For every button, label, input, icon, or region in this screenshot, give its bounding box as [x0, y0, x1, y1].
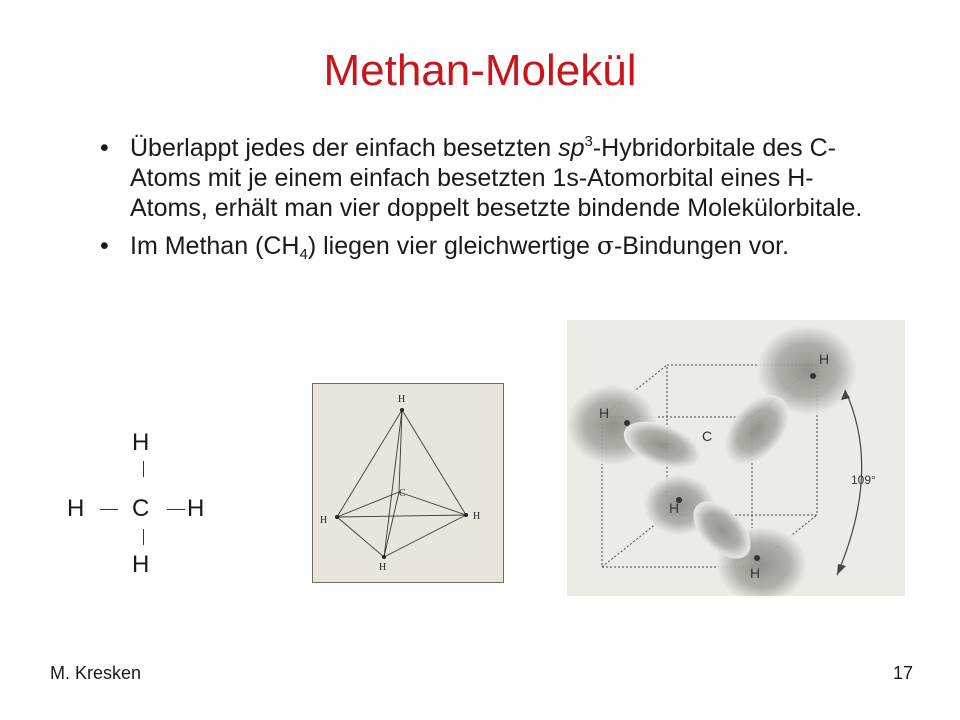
tetra-label-h-left: H	[320, 515, 328, 526]
bullet-item	[100, 133, 890, 223]
tetra-label-h-right: H	[473, 511, 481, 522]
bullet-text: -Hybridorbitale des C-Atoms mit je einem einfach besetzten 1s-Atomorbital eines H-Atoms, erhält man vier doppelt besetzte bindende Molekülorbitale.	[130, 134, 863, 222]
superscript: 3	[584, 133, 593, 150]
bond-bottom	[143, 529, 144, 545]
orbital-label-h-top-right: H	[819, 351, 830, 367]
tetra-label-h-top: H	[398, 394, 406, 405]
orbital-label-h-left: H	[599, 405, 610, 421]
tetra-label-c: C	[399, 488, 406, 499]
bond-top	[143, 461, 144, 477]
orbital-label-h-bottom-left: H	[669, 500, 680, 516]
sigma-symbol: σ	[596, 231, 614, 260]
arrow-head-icon	[837, 564, 846, 575]
atom-h-top: H	[132, 429, 150, 456]
orbital-label-c: C	[702, 428, 713, 444]
tetrahedron-drawing	[313, 384, 503, 582]
subscript: 4	[299, 246, 308, 263]
bullet-list	[100, 133, 890, 269]
bullet-text: -Bindungen vor.	[613, 232, 790, 260]
orbital-figure	[567, 320, 905, 596]
slide-title: Methan-Molekül	[323, 46, 637, 95]
lewis-structure	[55, 425, 235, 585]
atom-h-left: H	[67, 495, 85, 522]
page-number: 17	[892, 663, 913, 683]
atom-h-right: H	[187, 495, 205, 522]
tetrahedron-figure	[312, 383, 504, 583]
bullet-text: Im Methan (CH	[130, 232, 300, 260]
bond-right	[167, 509, 185, 510]
atom-c-center: C	[132, 495, 150, 522]
orbital-drawing	[567, 320, 905, 596]
angle-label: 109°	[851, 473, 876, 487]
bullet-item	[100, 231, 890, 261]
orbital-label-h-bottom: H	[750, 565, 761, 581]
bullet-italic-text: sp	[558, 134, 585, 162]
bond-left	[100, 509, 118, 510]
bullet-text: Überlappt jedes der einfach besetzten	[130, 134, 559, 162]
atom-h-bottom: H	[132, 551, 150, 578]
bullet-text: ) liegen vier gleichwertige	[307, 232, 597, 260]
tetra-label-h-bottom: H	[379, 562, 387, 573]
footer-author: M. Kresken	[50, 663, 142, 683]
